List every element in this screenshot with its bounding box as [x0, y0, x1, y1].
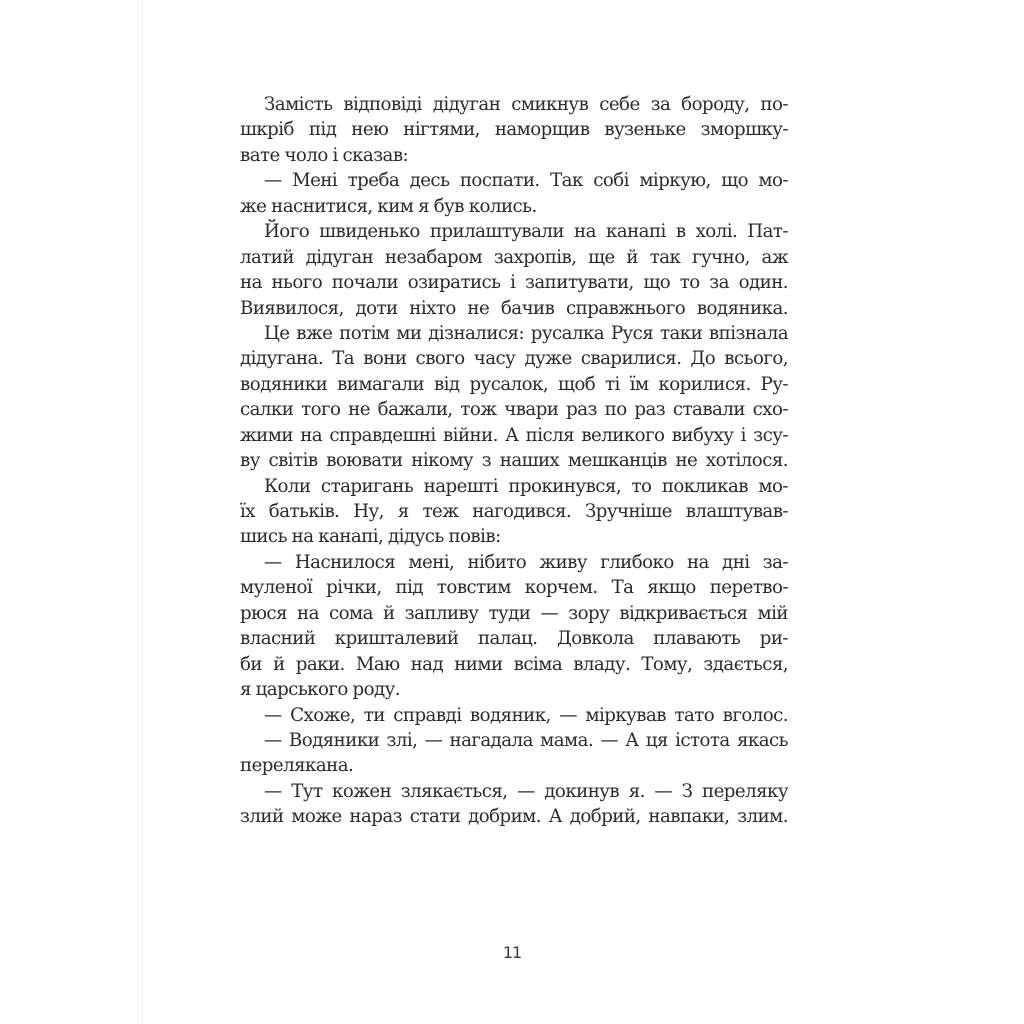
text-line: салки того не бажали, тож чвари раз по раз ставали схо-	[240, 399, 788, 421]
text-line: водяники вимагали від русалок, щоб ті їм корилися. Ру-	[240, 373, 788, 395]
text-line: вате чоло і сказав:	[240, 144, 409, 166]
text-line: муленої річки, під товстим корчем. Та якщо перетво-	[240, 577, 788, 599]
text-line: шкріб під нею нігтями, наморщив вузеньке зморшку-	[240, 119, 788, 141]
text-line: Це вже потім ми дізналися: русалка Руся таки впізнала	[264, 322, 788, 344]
text-line: Коли старигань нарешті прокинувся, то покликав мо-	[264, 475, 788, 497]
text-line: латий дідуган незабаром захропів, ще й так гучно, аж	[240, 246, 788, 268]
text-line: — Водяники злі, — нагадала мама. — А ця істота якась	[264, 729, 788, 751]
text-line: би й раки. Маю над ними всіма владу. Тому, здається,	[240, 653, 788, 675]
text-line: дідугана. Та вони свого часу дуже сварилися. До всього,	[240, 348, 788, 370]
text-line: — Схоже, ти справді водяник, — міркував тато вголос.	[264, 704, 788, 726]
text-line: на нього почали озиратись і запитувати, що то за один.	[240, 272, 788, 294]
text-line: жими на справдешні війни. А після великого вибуху і зсу-	[240, 424, 788, 446]
page-number: 11	[502, 943, 522, 962]
text-line: ву світів воювати нікому з наших мешканців не хотілося.	[240, 450, 788, 472]
page-edge-divider	[142, 0, 143, 1024]
text-line: Замість відповіді дідуган смикнув себе за бороду, по-	[264, 94, 788, 115]
text-line: я царського роду.	[240, 679, 401, 701]
text-line: їх батьків. Ну, я теж нагодився. Зручніше влаштував-	[240, 501, 788, 522]
text-line: власний кришталевий палац. Довкола плавають ри-	[240, 628, 788, 650]
text-line: шись на канапі, дідусь повів:	[240, 526, 501, 548]
text-line: перелякана.	[240, 755, 354, 777]
text-line: Виявилося, доти ніхто не бачив справжнього водяника.	[240, 297, 788, 319]
text-line: же наснитися, ким я був колись.	[240, 195, 537, 217]
text-line: — Тут кожен злякається, — докинув я. — З переляку	[264, 780, 788, 802]
text-line: — Наснилося мені, нібито живу глибоко на дні за-	[264, 551, 788, 573]
body-text	[240, 92, 788, 830]
text-line: рюся на сома й запливу туди — зору відкривається мій	[240, 602, 788, 624]
text-line: — Мені треба десь поспати. Так собі міркую, що мо-	[264, 170, 788, 192]
text-line: злий може нараз стати добрим. А добрий, навпаки, злим.	[240, 806, 788, 828]
text-line: Його швиденько прилаштували на канапі в холі. Пат-	[264, 221, 788, 243]
